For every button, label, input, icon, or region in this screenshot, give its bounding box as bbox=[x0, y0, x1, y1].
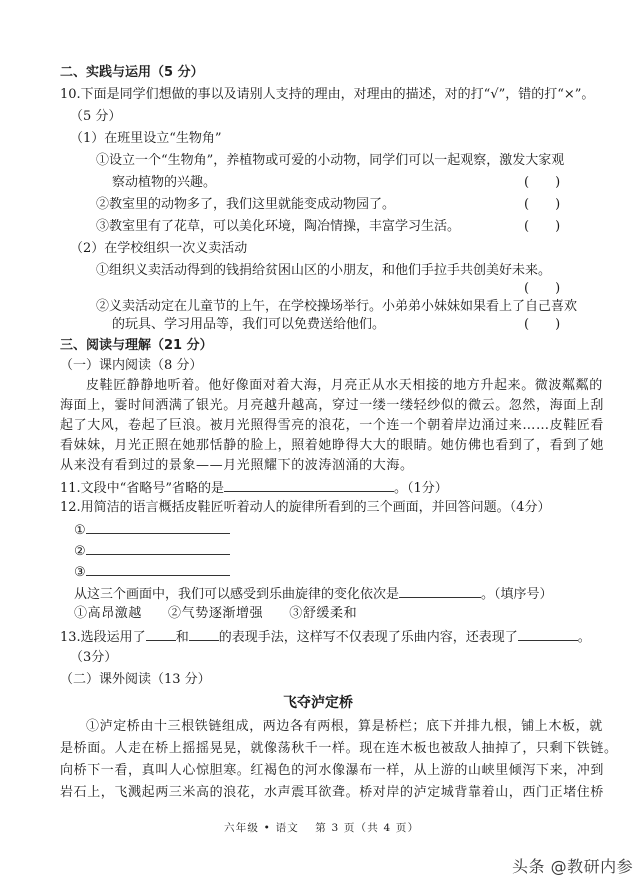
section-heading-reading: 三、阅读与理解（21 分） bbox=[60, 338, 213, 353]
question-13-score: （3分） bbox=[70, 650, 118, 665]
passage-line: ①泸定桥由十三根铁链组成，两边各有两根，算是桥栏；底下并排九根，铺上木板，就 bbox=[86, 719, 603, 734]
option: ③舒缓柔和 bbox=[289, 606, 358, 621]
statement-1-1-cont: 察动植物的兴趣。 bbox=[112, 175, 217, 190]
passage-line: 从来没有看到过的景象——月光照耀下的波涛汹涌的大海。 bbox=[60, 458, 414, 473]
statement-1-2: ②教室里的动物多了，我们这里就能变成动物园了。 bbox=[96, 197, 396, 212]
passage-line: 皮鞋匠静静地听着。他好像面对着大海，月亮正从水天相接的地方升起来。微波粼粼的 bbox=[86, 378, 603, 393]
statement-1-3: ③教室里有了花草，可以美化环境，陶冶情操，丰富学习生活。 bbox=[96, 219, 461, 234]
answer-box[interactable]: ( ) bbox=[524, 197, 561, 212]
answer-line-2 bbox=[74, 541, 230, 561]
part-1-title: （1）在班里设立“生物角” bbox=[70, 131, 222, 146]
answer-blank[interactable] bbox=[86, 541, 230, 555]
question-11 bbox=[60, 478, 448, 498]
question-11-score: 。（1分） bbox=[393, 481, 448, 496]
question-11-text: 11.文段中“省略号”省略的是 bbox=[60, 481, 224, 496]
answer-blank[interactable] bbox=[189, 627, 219, 641]
question-10-score: （5 分） bbox=[70, 109, 122, 124]
subsection-heading-extracurricular: （二）课外阅读（13 分） bbox=[60, 672, 211, 687]
statement-2-2-cont: 的玩具、学习用品等，我们可以免费送给他们。 bbox=[112, 317, 386, 332]
question-13-text: 和 bbox=[175, 630, 189, 645]
answer-box[interactable]: ( ) bbox=[524, 317, 561, 332]
blank-number: ① bbox=[74, 523, 86, 538]
part-2-title: （2）在学校组织一次义卖活动 bbox=[70, 241, 248, 256]
section-heading-practice: 二、实践与运用（5 分） bbox=[60, 65, 204, 80]
followup-hint: 。（填序号） bbox=[481, 587, 553, 602]
option: ①高昂激越 bbox=[74, 606, 143, 621]
answer-line-3 bbox=[74, 562, 230, 582]
answer-blank[interactable] bbox=[146, 627, 176, 641]
question-12-prompt: 12.用简洁的语言概括皮鞋匠听着动人的旋律所看到的三个画面，并回答问题。（4分） bbox=[60, 500, 551, 515]
blank-number: ③ bbox=[74, 565, 86, 580]
question-12-followup bbox=[74, 584, 553, 604]
question-12-options bbox=[74, 605, 383, 623]
passage-line: 岩石上，飞溅起两三米高的浪花，水声震耳欲聋。桥对岸的泸定城背靠着山，西门正堵住桥 bbox=[60, 785, 605, 800]
subsection-heading-in-class: （一）课内阅读（8 分） bbox=[60, 358, 203, 373]
statement-2-2: ②义卖活动定在儿童节的上午，在学校操场举行。小弟弟小妹妹如果看上了自己喜欢 bbox=[96, 299, 578, 314]
answer-box[interactable]: ( ) bbox=[524, 175, 561, 190]
statement-2-1: ①组织义卖活动得到的钱捐给贫困山区的小朋友，和他们手拉手共创美好未来。 bbox=[96, 263, 552, 278]
passage-line: 海面上，霎时间洒满了银光。月亮越升越高，穿过一缕一缕轻纱似的微云。忽然，海面上刮 bbox=[60, 398, 605, 413]
question-13-text: 13.选段运用了 bbox=[60, 630, 146, 645]
blank-number: ② bbox=[74, 544, 86, 559]
passage-title: 飞夺泸定桥 bbox=[283, 695, 353, 711]
followup-text: 从这三个画面中，我们可以感受到乐曲旋律的变化依次是 bbox=[74, 587, 400, 602]
watermark: 头条 @教研内参 bbox=[512, 857, 634, 876]
option: ②气势逐渐增强 bbox=[168, 606, 264, 621]
answer-blank[interactable] bbox=[86, 520, 230, 534]
answer-blank[interactable] bbox=[399, 584, 481, 598]
answer-blank[interactable] bbox=[86, 562, 230, 576]
answer-box[interactable]: ( ) bbox=[524, 219, 561, 234]
page-footer: 六年级 • 语文 第 3 页（共 4 页） bbox=[224, 822, 420, 834]
passage-line: 是桥面。人走在桥上摇摇晃晃，就像荡秋千一样。现在连木板也被敌人抽掉了，只剩下铁链。 bbox=[60, 741, 618, 756]
question-10-prompt: 10.下面是同学们想做的事以及请别人支持的理由，对理由的描述，对的打“√”，错的打“×”。 bbox=[60, 87, 595, 102]
answer-line-1 bbox=[74, 520, 230, 540]
question-13-text: 的表现手法，这样写不仅表现了乐曲内容，还表现了 bbox=[218, 630, 518, 645]
question-13 bbox=[60, 627, 591, 647]
question-13-text: 。 bbox=[577, 630, 591, 645]
passage-line: 看妹妹，月光正照在她那恬静的脸上，照着她睁得大大的眼睛。她仿佛也看到了，看到了她 bbox=[60, 438, 605, 453]
answer-blank[interactable] bbox=[518, 627, 578, 641]
answer-box[interactable]: ( ) bbox=[524, 281, 561, 296]
passage-line: 起了大风，卷起了巨浪。被月光照得雪亮的浪花，一个连一个朝着岸边涌过来……皮鞋匠看 bbox=[60, 418, 605, 433]
answer-blank[interactable] bbox=[224, 478, 394, 492]
statement-1-1: ①设立一个“生物角”，养植物或可爱的小动物，同学们可以一起观察，激发大家观 bbox=[96, 153, 565, 168]
passage-line: 向桥下一看，真叫人心惊胆寒。红褐色的河水像瀑布一样，从上游的山峡里倾泻下来，冲到 bbox=[60, 763, 605, 778]
